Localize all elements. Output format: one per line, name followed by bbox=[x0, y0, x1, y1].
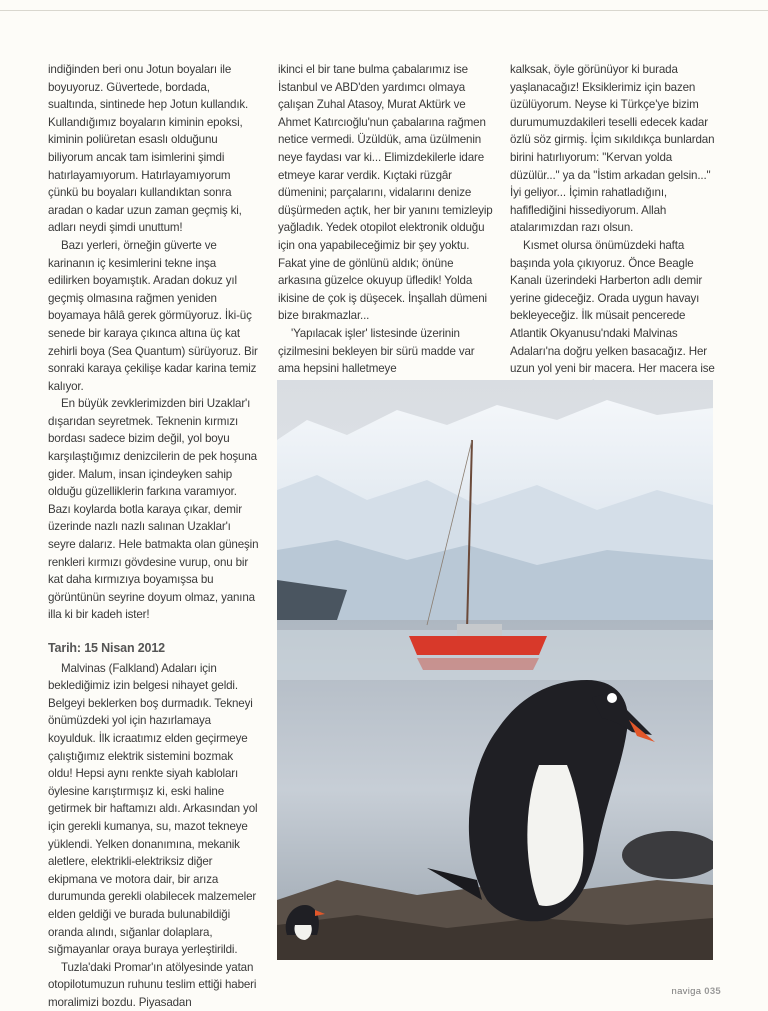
text-column-2 bbox=[278, 61, 493, 378]
paragraph: kalksak, öyle görünüyor ki burada yaşlanacağız! Eksiklerimiz için bazen üzülüyorum. Neyse ki Türkçe'ye bizim durumumuzdakileri teselli edecek kadar özlü söz girmiş. İçim sıkıldıkça bunlardan birini hatırlıyorum: "Kervan yolda düzülür..." ya da "İstim arkadan gelsin..." İyi geliyor... İçimin rahatladığını, hafiflediğini hissediyorum. Allah atalarımızdan razı olsun. bbox=[510, 63, 715, 235]
text-column-1 bbox=[48, 61, 260, 1011]
magazine-name: naviga bbox=[671, 986, 702, 997]
paragraph: Malvinas (Falkland) Adaları için beklediğimiz izin belgesi nihayet geldi. Belgeyi beklerken boş durmadık. Tekneyi önümüzdeki yol için hazırlamaya koyulduk. İlk icraatımız elden geçirmeye çalıştığımız elektrik sistemini bozmak oldu! Hepsi aynı renkte siyah kabloları öylesine karıştırmışız ki, eski haline getirmek bir haftamızı aldı. Arkasından yol için gerekli kumanya, su, mazot tekneye yüklendi. Yelken donanımına, mekanik aletlere, elektrikli-elektriksiz diğer ekipmana ve motora dair, bir arıza durumunda gerekli olabilecek malzemeler elden geldiği ve burada bulunabildiği oranda alındı, sığanlar dolaplara, sığmayanlar oraya buraya yerleştirildi. bbox=[48, 661, 258, 957]
penguin-sailboat-photo bbox=[277, 380, 713, 960]
paragraph bbox=[510, 237, 722, 395]
text-column-3 bbox=[510, 61, 722, 395]
paragraph: ikinci el bir tane bulma çabalarımız ise İstanbul ve ABD'den yardımcı olmaya çalışan Zuhal Atasoy, Murat Aktürk ve Ahmet Katırcıoğlu'nun çabalarına rağmen netice vermedi. Üzüldük, ama üzülmenin neye faydası var ki... Elimizdekilerle idare etmeye karar verdik. Kıçtaki rüzgâr dümenini; parçalarını, vidalarını denize düşürmeden açtık, her bir yanını temizleyip yağladık. Yedek otopilot elektronik olduğu için ona yapabileceğimiz bir şey yoktu. Fakat yine de gönlünü aldık; önüne arkasına güzelce okuyup üfledik! Yolda ikisine de çok iş düşecek. İnşallah dümeni bize bırakmazlar... bbox=[278, 63, 493, 323]
paragraph: indiğinden beri onu Jotun boyaları ile boyuyoruz. Güvertede, bordada, sualtında, sintinede hep Jotun kullandık. Kullandığımız boyaların kiminin epoksi, kiminin poliüretan esaslı olduğunu biliyorum ancak tam isimlerini şimdi hatırlayamıyorum. Hatırlayamıyorum çünkü bu boyaları kullandıktan sonra aradan o kadar uzun zaman geçmiş ki, adları neydi şimdi unuttum! bbox=[48, 63, 249, 235]
top-rule bbox=[0, 10, 768, 11]
page-number: 035 bbox=[704, 986, 721, 997]
paragraph: Tuzla'daki Promar'ın atölyesinde yatan otopilotumuzun ruhunu teslim ettiği haberi moralimizi bozdu. Piyasadan bbox=[48, 960, 257, 1009]
paragraph: 'Yapılacak işler' listesinde üzerinin çizilmesini bekleyen bir sürü madde var ama hepsini halletmeye bbox=[278, 326, 475, 376]
section-heading: Tarih: 15 Nisan 2012 bbox=[48, 641, 165, 655]
paragraph: Bazı yerleri, örneğin güverte ve karinanın iç kesimlerini tekne inşa edilirken boyamıştık. Aradan dokuz yıl geçmiş olmasına rağmen yeniden boyamaya hâlâ gerek görmüyoruz. İki-üç senede bir karaya çıkınca altına üç kat zehirli boya (Sea Quantum) sürüyoruz. Bir sonraki karaya çekilişe kadar karina temiz kalıyor. bbox=[48, 238, 258, 393]
paragraph-text: Kısmet olursa önümüzdeki hafta başında yola çıkıyoruz. Önce Beagle Kanalı üzerindeki Harberton adlı demir yerine gideceğiz. Orada uygun havayı bekleyeceğiz. İlk müsait pencerede Atlantik Okyanusu'ndaki Malvinas Adaları'na doğru yelken basacağız. Her uzun yol yeni bir macera. Her macera ise bbox=[510, 238, 715, 376]
page-footer bbox=[671, 986, 721, 997]
paragraph: En büyük zevklerimizden biri Uzaklar'ı dışarıdan seyretmek. Teknenin kırmızı bordası sadece bizim değil, yol boyu karşılaştığımız denizcilerin de pek hoşuna gider. Malum, insan içindeyken sahip olduğu güzelliklerin farkına varamıyor. Bazı koylarda botla karaya çıkar, demir üzerinde nazlı nazlı salınan Uzaklar'ı seyre dalarız. Hele batmakta olan güneşin renkleri kırmızı gövdesine vurup, onu bir kat daha kırmızıya boyamışsa bu görüntünün seyrine doyum olmaz, yanına illa ki bir kadeh ister! bbox=[48, 397, 259, 622]
